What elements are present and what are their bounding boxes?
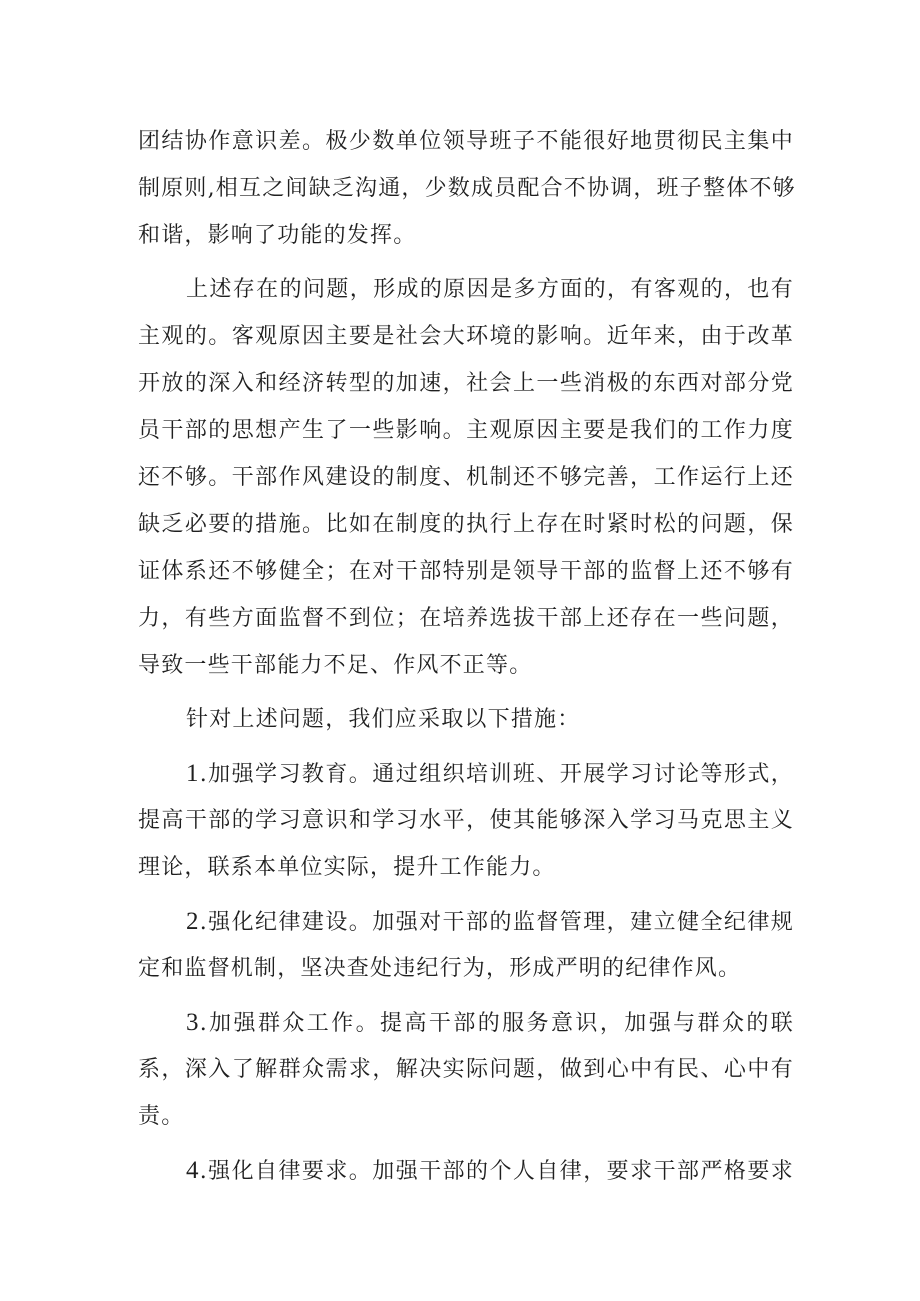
text-line: 团结协作意识差。极少数单位领导班子不能很好地贯彻民主集中 (138, 129, 794, 154)
list-item-4 (138, 1147, 794, 1194)
list-number: 1 (186, 760, 200, 787)
text-line: 定和监督机制，坚决查处违纪行为，形成严明的纪律作风。 (138, 956, 742, 981)
text-line: 导致一些干部能力不足、作风不正等。 (138, 653, 533, 678)
text-line: 还不够。干部作风建设的制度、机制还不够完善，工作运行上还 (138, 465, 794, 490)
text-line (138, 750, 794, 797)
text-line: 力，有些方面监督不到位；在培养选拔干部上还存在一些问题， (138, 606, 794, 631)
text-line: 针对上述问题，我们应采取以下措施： (186, 707, 581, 732)
list-number: 2 (186, 908, 200, 935)
text-line: 主观的。客观原因主要是社会大环境的影响。近年来，由于改革 (138, 324, 794, 349)
text-line: 责。 (138, 1104, 185, 1129)
text-line (138, 1147, 794, 1194)
list-item-text: .加强学习教育。通过组织培训班、开展学习讨论等形式， (199, 762, 794, 787)
text-line: 和谐，影响了功能的发挥。 (138, 223, 417, 248)
list-number: 4 (186, 1157, 200, 1184)
paragraph-causes (138, 266, 794, 689)
text-line: 证体系还不够健全；在对干部特别是领导干部的监督上还不够有 (138, 559, 794, 584)
list-number: 3 (186, 1009, 200, 1036)
document-body (138, 118, 794, 1194)
text-line: 理论，联系本单位实际，提升工作能力。 (138, 855, 556, 880)
text-line: 上述存在的问题，形成的原因是多方面的，有客观的，也有 (186, 277, 794, 302)
text-line (138, 999, 794, 1046)
list-item-2 (138, 898, 794, 992)
list-item-1 (138, 750, 794, 891)
text-line: 缺乏必要的措施。比如在制度的执行上存在时紧时松的问题，保 (138, 512, 794, 537)
list-item-text: .加强群众工作。提高干部的服务意识，加强与群众的联 (199, 1011, 794, 1036)
text-line: 制原则,相互之间缺乏沟通，少数成员配合不协调，班子整体不够 (138, 176, 796, 201)
text-line: 系，深入了解群众需求，解决实际问题，做到心中有民、心中有 (138, 1057, 794, 1082)
text-line: 员干部的思想产生了一些影响。主观原因主要是我们的工作力度 (138, 418, 794, 443)
list-item-3 (138, 999, 794, 1140)
list-item-text: .强化纪律建设。加强对干部的监督管理，建立健全纪律规 (199, 910, 794, 935)
paragraph-measures-intro (138, 696, 794, 743)
text-line (138, 898, 794, 945)
paragraph-continuation (138, 118, 794, 259)
text-line: 提高干部的学习意识和学习水平，使其能够深入学习马克思主义 (138, 808, 794, 833)
list-item-text: .强化自律要求。加强干部的个人自律，要求干部严格要求 (199, 1159, 794, 1184)
text-line: 开放的深入和经济转型的加速，社会上一些消极的东西对部分党 (138, 371, 794, 396)
